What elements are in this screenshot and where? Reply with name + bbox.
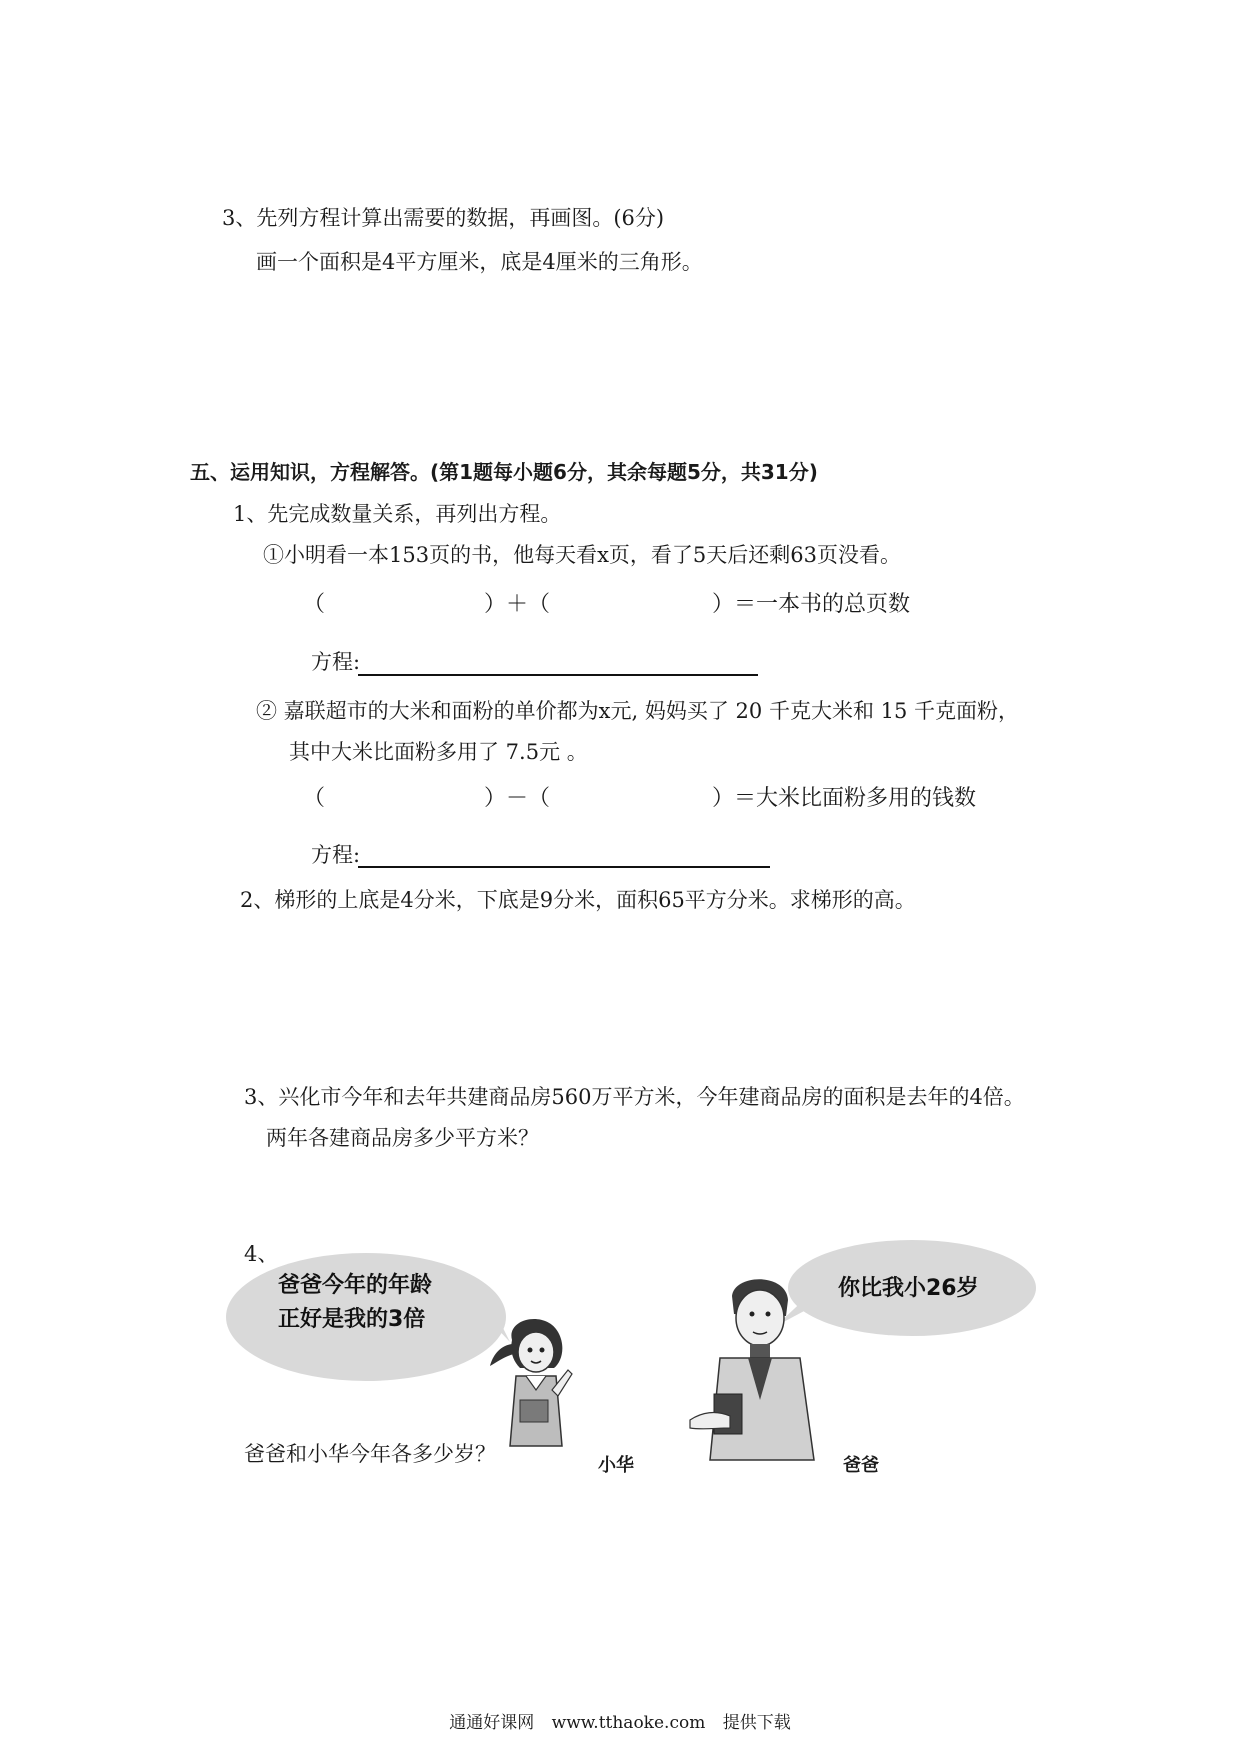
girl-illustration [486, 1310, 586, 1446]
question-5-4-number: 4、 [244, 1242, 279, 1266]
girl-bubble-line2: 正好是我的3倍 [278, 1307, 426, 1332]
footer-note: 提供下载 [722, 1713, 791, 1733]
relation1-result: ）＝一本书的总页数 [712, 592, 911, 617]
question-5-1-title: 1、先完成数量关系，再列出方程。 [233, 502, 562, 526]
relation2-result: ）＝大米比面粉多用的钱数 [712, 786, 977, 811]
footer-site-name: 通通好课网 [449, 1713, 535, 1733]
equation2-label: 方程: [311, 843, 361, 867]
page-footer [0, 1708, 1240, 1733]
question-5-2: 2、梯形的上底是4分米，下底是9分米，面积65平方分米。求梯形的高。 [240, 888, 916, 912]
dad-bubble-text: 你比我小26岁 [838, 1276, 979, 1301]
relation1-plus: ）＋（ [484, 592, 551, 617]
girl-name-label: 小华 [598, 1455, 634, 1476]
question-5-4-text: 爸爸和小华今年各多少岁？ [244, 1442, 496, 1466]
question-4-3-title: 3、先列方程计算出需要的数据，再画图。(6分) [222, 206, 665, 230]
relation2-minus: ）－（ [484, 786, 551, 811]
relation2-open-paren: （ [303, 786, 326, 811]
relation1-open-paren: （ [303, 592, 326, 617]
equation1-label: 方程: [311, 650, 361, 674]
question-5-3-line1: 3、兴化市今年和去年共建商品房560万平方米，今年建商品房的面积是去年的4倍。 [244, 1085, 1025, 1109]
dad-illustration [690, 1270, 830, 1460]
question-5-1-part2-line2: 其中大米比面粉多用了 7.5元 。 [289, 740, 588, 764]
question-5-1-part1-text: ①小明看一本153页的书，他每天看x页，看了5天后还剩63页没看。 [263, 543, 902, 567]
section-5-heading: 五、运用知识，方程解答。(第1题每小题6分，其余每题5分，共31分) [190, 460, 818, 484]
dad-name-label: 爸爸 [843, 1455, 879, 1476]
equation2-blank[interactable] [358, 866, 770, 868]
question-5-1-part2-line1: ② 嘉联超市的大米和面粉的单价都为x元, 妈妈买了 20 千克大米和 15 千克面粉， [256, 699, 1020, 723]
question-4-3-task: 画一个面积是4平方厘米，底是4厘米的三角形。 [256, 250, 703, 274]
question-5-3-line2: 两年各建商品房多少平方米？ [266, 1126, 539, 1150]
equation1-blank[interactable] [358, 674, 758, 676]
girl-bubble-line1: 爸爸今年的年龄 [278, 1273, 433, 1298]
footer-url[interactable]: www.tthaoke.com [551, 1713, 706, 1733]
